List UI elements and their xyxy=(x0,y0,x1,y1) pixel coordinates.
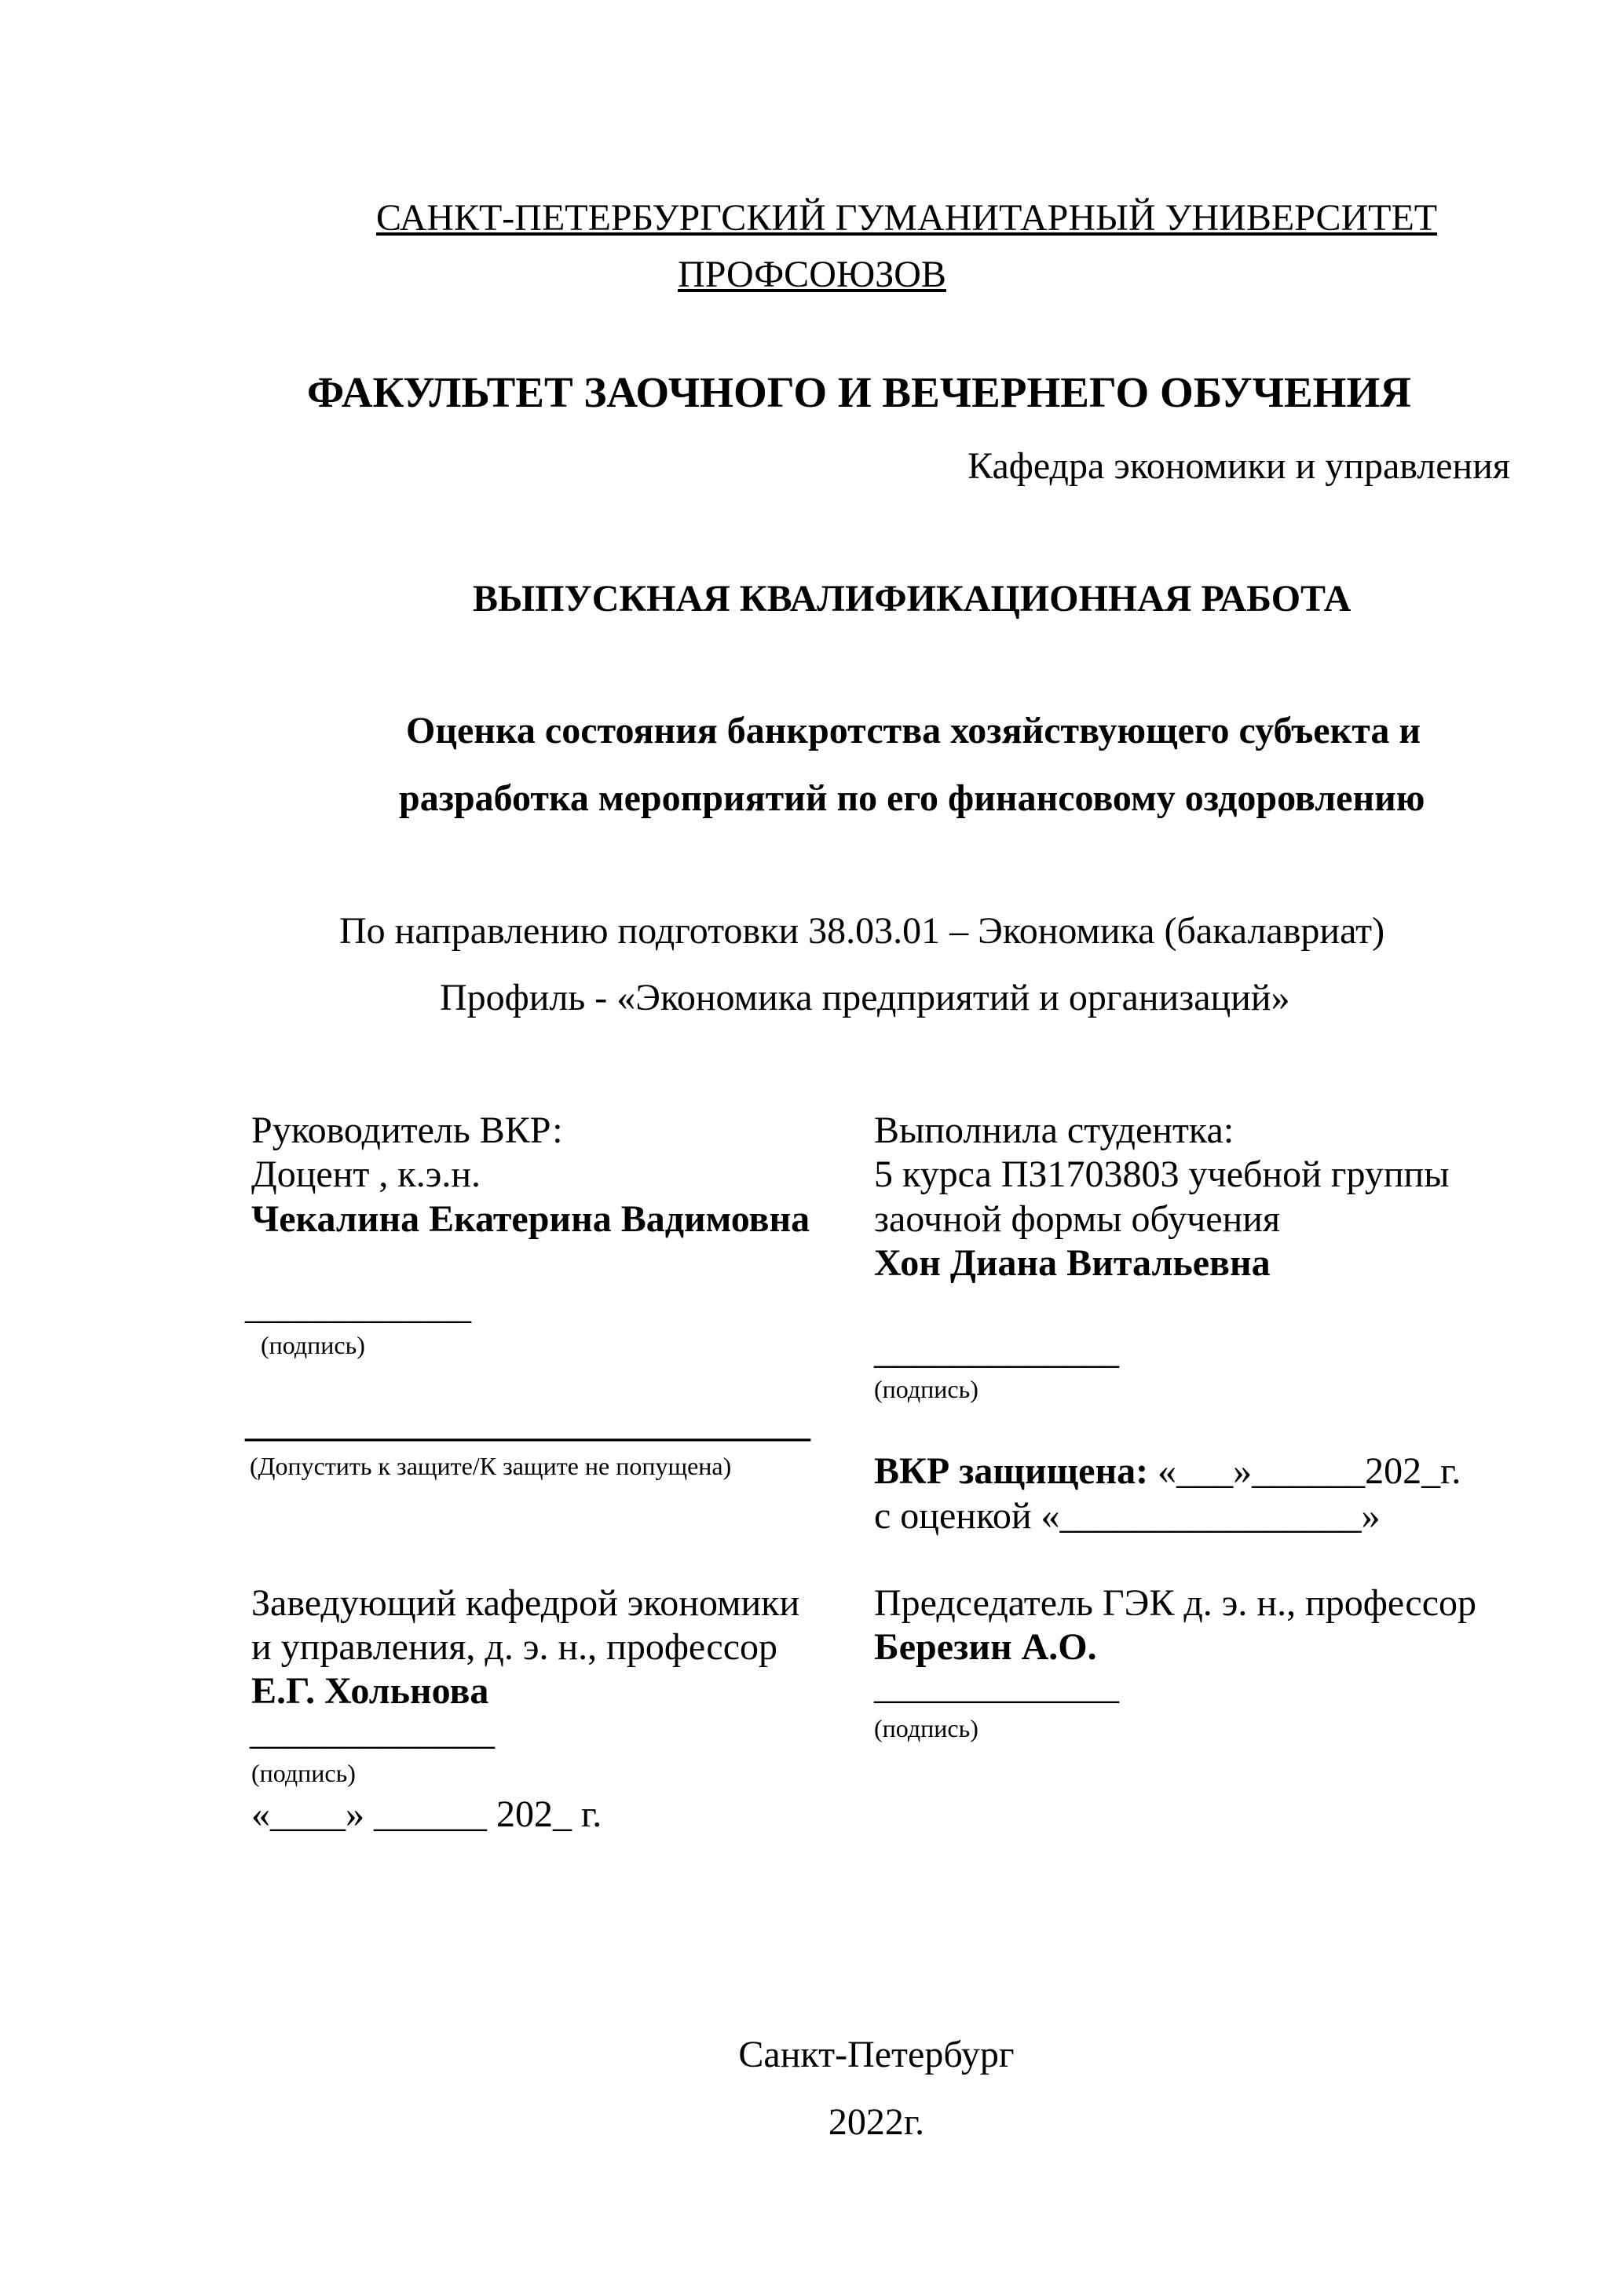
faculty-title: ФАКУЛЬТЕТ ЗАОЧНОГО И ВЕЧЕРНЕГО ОБУЧЕНИЯ xyxy=(307,368,1411,416)
student-form: заочной формы обучения xyxy=(874,1198,1281,1240)
city: Санкт-Петербург xyxy=(738,2034,1015,2075)
student-course: 5 курса ПЗ1703803 учебной группы xyxy=(874,1153,1450,1195)
head-title-line1: Заведующий кафедрой экономики xyxy=(251,1582,800,1624)
work-title-line2: разработка мероприятий по его финансовому оздоровлению xyxy=(399,777,1425,819)
study-direction: По направлению подготовки 38.03.01 – Экономика (бакалавриат) xyxy=(339,910,1385,952)
supervisor-position: Доцент , к.э.н. xyxy=(251,1153,481,1195)
defense-grade: с оценкой «________________» xyxy=(874,1495,1381,1537)
supervisor-signature-line: ____________ xyxy=(245,1285,471,1327)
student-signature-caption: (подпись) xyxy=(874,1375,978,1403)
admission-caption: (Допустить к защите/К защите не попущена) xyxy=(250,1452,732,1480)
university-name-line2: ПРОФСОЮЗОВ xyxy=(678,254,946,295)
supervisor-signature-caption: (подпись) xyxy=(261,1331,365,1359)
student-label: Выполнила студентка: xyxy=(874,1110,1234,1151)
chair-title: Председатель ГЭК д. э. н., профессор xyxy=(874,1582,1476,1624)
head-name: Е.Г. Хольнова xyxy=(251,1670,489,1712)
student-name: Хон Диана Витальевна xyxy=(874,1242,1271,1284)
study-profile: Профиль - «Экономика предприятий и организаций» xyxy=(440,977,1290,1018)
department-name: Кафедра экономики и управления xyxy=(967,445,1510,487)
university-name-line1: САНКТ-ПЕТЕРБУРГСКИЙ ГУМАНИТАРНЫЙ УНИВЕРСИТЕТ xyxy=(376,197,1438,239)
head-title-line2: и управления, д. э. н., профессор xyxy=(251,1626,778,1668)
work-title-line1: Оценка состояния банкротства хозяйствующего субъекта и xyxy=(406,710,1421,751)
supervisor-name: Чекалина Екатерина Вадимовна xyxy=(251,1198,810,1240)
year: 2022г. xyxy=(828,2101,925,2143)
defense-label: ВКР защищена: xyxy=(874,1450,1149,1492)
supervisor-label: Руководитель ВКР: xyxy=(251,1110,563,1151)
head-signature-caption: (подпись) xyxy=(251,1759,356,1787)
admission-line: ______________________________ xyxy=(245,1403,810,1445)
defense-date: «___»______202_г. xyxy=(1148,1450,1461,1492)
chair-signature-line: _____________ xyxy=(874,1665,1119,1707)
head-date: «____» ______ 202_ г. xyxy=(251,1793,602,1835)
head-signature-line: _____________ xyxy=(250,1711,495,1753)
work-type: ВЫПУСКНАЯ КВАЛИФИКАЦИОННАЯ РАБОТА xyxy=(473,578,1352,620)
student-signature-line: _____________ xyxy=(874,1330,1119,1372)
chair-signature-caption: (подпись) xyxy=(874,1714,978,1742)
defense-line xyxy=(874,1450,1461,1493)
chair-name: Березин А.О. xyxy=(874,1626,1097,1668)
